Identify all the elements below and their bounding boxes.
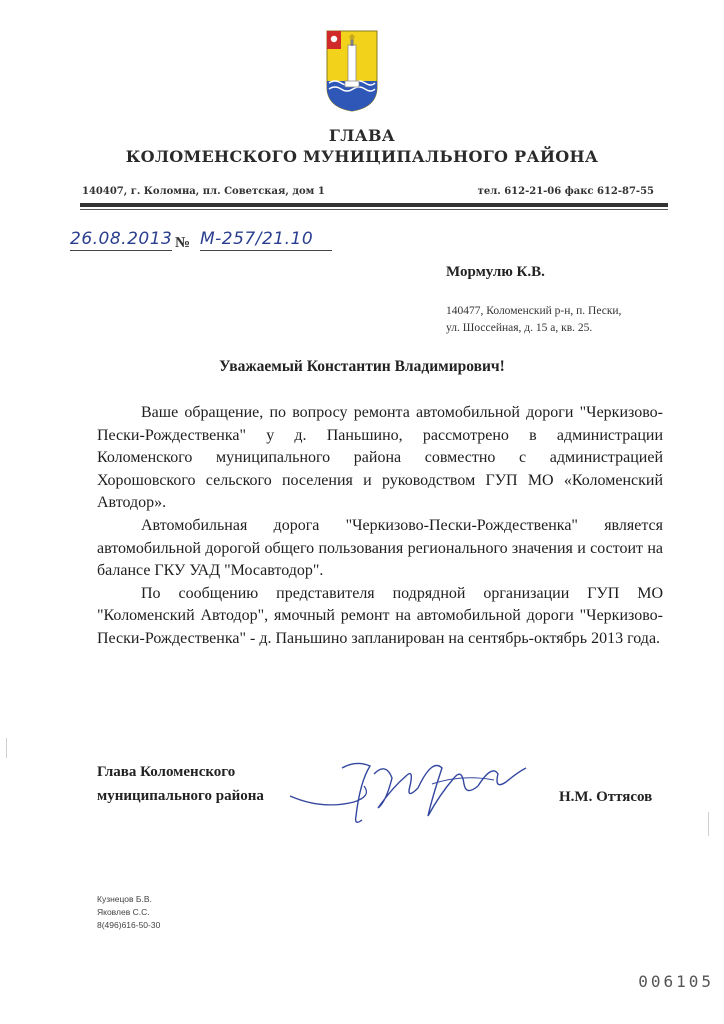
letter-paragraph: Автомобильная дорога "Черкизово-Пески-Рождественка" является автомобильной дорогой общего пользования регионального значения и состоит на балансе ГКУ УАД "Мосавтодор". [97,516,663,580]
handwritten-signature-icon [282,738,532,834]
handwritten-date: 26.08.2013 [70,229,173,249]
number-label: № [175,235,191,251]
letterhead-divider-thin [80,209,668,210]
executor-phone: 8(496)616-50-30 [97,920,161,930]
sender-phones: тел. 612-21-06 факс 612-87-55 [477,186,654,197]
letter-paragraph: По сообщению представителя подрядной организации ГУП МО "Коломенский Автодор", ямочный ремонт на автомобильной дороги "Черкизово-Пески-Рождественка" - д. Паньшино запланирован на сентябрь-октябрь 2013 года. [97,584,663,647]
coat-of-arms-icon [325,29,379,113]
executor-line1: Кузнецов Б.В. [97,894,152,904]
letterhead-title-line1: ГЛАВА [328,126,396,145]
scan-artifact [6,738,7,758]
signatory-title-line2: муниципального района [97,788,264,804]
letterhead-divider-thick [80,203,668,207]
recipient-address-line1: 140477, Коломенский р-н, п. Пески, [446,305,622,317]
serial-number: 006105 [638,972,714,991]
letter-body [97,402,663,651]
executor-line2: Яковлев С.С. [97,907,150,917]
recipient-address-line2: ул. Шоссейная, д. 15 а, кв. 25. [446,322,593,334]
sender-address: 140407, г. Коломна, пл. Советская, дом 1 [82,186,325,197]
letterhead-title-line2: КОЛОМЕНСКОГО МУНИЦИПАЛЬНОГО РАЙОНА [125,147,599,166]
signatory-name: Н.М. Оттясов [559,789,653,805]
letter-paragraph: Ваше обращение, по вопросу ремонта автомобильной дороги "Черкизово-Пески-Рождественка" у д. Паньшино, рассмотрено в администрации Коломенского муниципального района совместно с администрацией Хорошовского сельского поселения и руководством ГУП МО «Коломенский Автодор». [97,404,663,512]
signatory-title-line1: Глава Коломенского [97,764,236,780]
recipient-name: Мормулю К.В. [446,264,545,280]
handwritten-reference-number: М-257/21.10 [200,229,332,251]
scan-artifact [708,812,709,836]
salutation: Уважаемый Константин Владимирович! [219,358,505,375]
